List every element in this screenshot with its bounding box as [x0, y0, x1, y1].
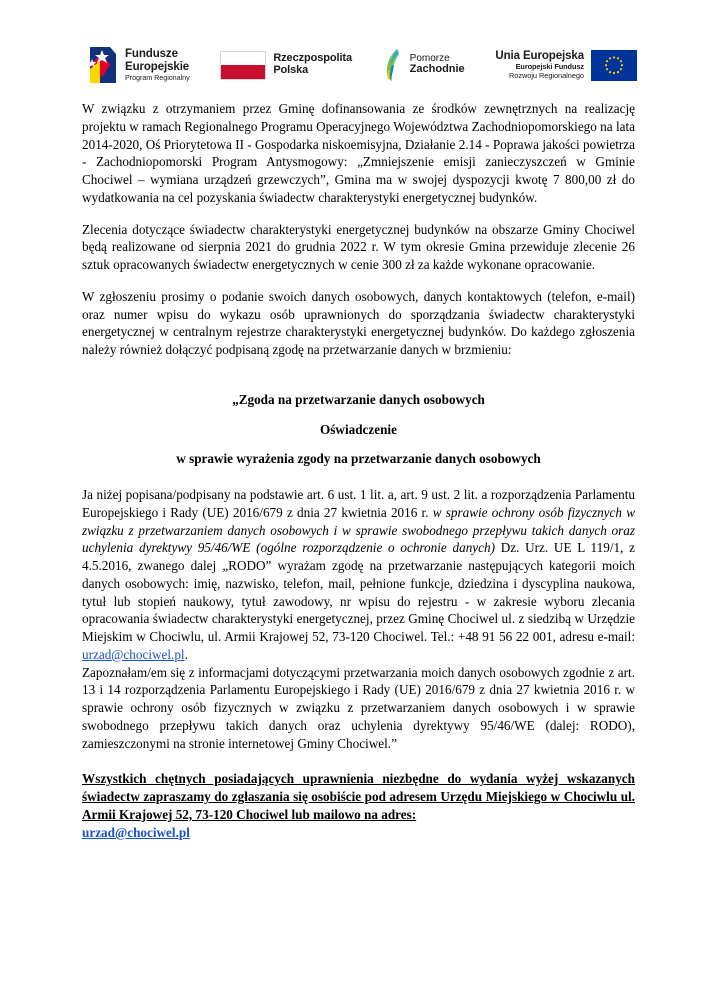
spacer-heading-2: [82, 438, 635, 450]
spacer-before-closing: [82, 752, 635, 770]
consent-heading-subject: w sprawie wyrażenia zgody na przetwarzanie danych osobowych: [176, 451, 541, 467]
closing-email-link[interactable]: urzad@chociwel.pl: [82, 824, 190, 840]
polish-flag-icon: [220, 51, 266, 80]
document-body: [0, 100, 707, 842]
logo-rzeczpospolita-polska: [220, 51, 352, 80]
consent-categories: Dz. Urz. UE L 119/1, z 4.5.2016, zwanego dalej „RODO” wyrażam zgodę na przetwarzanie następujących kategorii moich danych osobowych: imię, nazwisko, telefon, mail, pełnione funkcje, dziedzina i dyscyplina naukowa, tytuł lub stopień naukowy, tytuł zawodowy, nr wpisu do rejestru - w zakresie wyboru zlecania opracowania świadectw charakterystyki energetycznej, przez Gminę Chociwel ul. z siedzibą w Urzędzie Miejskim w Chociwlu, ul. Armii Krajowej 52, 73-120 Chociwel. Tel.: +48 91 56 22 001, adresu e-mail:: [82, 540, 635, 644]
spacer-heading-1: [82, 409, 635, 421]
consent-period: .: [184, 646, 188, 662]
fundusze-europejskie-star-icon: [88, 45, 118, 85]
ue-line3: Rozwoju Regionalnego: [508, 70, 584, 80]
spacer-before-consent: [82, 468, 635, 486]
spacer-before-headings: [82, 373, 635, 391]
consent-heading-declaration: Oświadczenie: [320, 421, 397, 437]
pomorze-zachodnie-label: [410, 54, 465, 76]
paragraph-funding-info: W związku z otrzymaniem przez Gminę dofinansowania ze środków zewnętrznych na realizację projektu w ramach Regionalnego Programu Operacyjnego Województwa Zachodniopomorskiego na lata 2014-2020, Oś Priorytetowa II - Gospodarka niskoemisyjna, Działanie 2.14 - Poprawa jakości powietrza - Zachodniopomorski Program Antysmogowy: „Zmniejszenie emisji zanieczyszczeń w Gminie Chociwel – wymiana urządzeń grzewczych”, Gmina ma w swojej dyspozycji kwotę 7 800,00 zł do wydatkowania na cel pozyskania świadectw charakterystyki energetycznej budynków.: [82, 101, 635, 205]
rzeczpospolita-label: [273, 53, 352, 77]
logo-unia-europejska: [495, 50, 637, 81]
consent-heading-primary: „Zgoda na przetwarzanie danych osobowych: [232, 391, 485, 407]
fe-line2: Europejskie: [125, 60, 190, 73]
pz-line1: Pomorze: [409, 52, 450, 64]
paragraph-order-schedule: Zlecenia dotyczące świadectw charakterystyki energetycznej budynków na obszarze Gminy Chociwel będą realizowane od sierpnia 2021 do grudnia 2022 r. W tym okresie Gmina przewiduje zlecenie 26 sztuk opracowanych świadectw energetycznych w cenie 300 zł za każde wykonane opracowanie.: [82, 221, 635, 272]
unia-europejska-label: [495, 50, 584, 79]
ue-line2: Europejski Fundusz: [515, 61, 584, 71]
rp-line2: Polska: [273, 64, 309, 76]
consent-regulation-title: w sprawie ochrony osób fizycznych w związku z przetwarzaniem danych osobowych i w sprawie swobodnego przepływu takich danych oraz uchylenia dyrektywy 95/46/WE (ogólne rozporządzenie o ochronie danych): [82, 504, 635, 556]
pomorze-zachodnie-leaf-icon: [383, 47, 403, 83]
consent-intro: Ja niżej popisana/podpisany na podstawie art. 6 ust. 1 lit. a, art. 9 ust. 2 lit. a rozporządzenia Parlamentu Europejskiego i Rady (UE) 2016/679 z dnia 27 kwietnia 2016 r.: [82, 487, 635, 520]
consent-acknowledgement: Zapoznałam/em się z informacjami dotyczącymi przetwarzania moich danych osobowych zgodnie z art. 13 i 14 rozporządzenia Parlamentu Europejskiego i Rady (UE) 2016/679 z dnia 27 kwietnia 2016 r. w sprawie ochrony osób fizycznych w związku z przetwarzaniem danych osobowych i w sprawie swobodnego przepływu takich danych oraz uchylenia dyrektywy 95/46/WE (dalej: RODO), zamieszczonymi na stronie internetowej Gminy Chociwel.”: [82, 664, 635, 751]
eu-flag-icon: [591, 50, 637, 81]
closing-invitation: Wszystkich chętnych posiadających uprawnienia niezbędne do wydania wyżej wskazanych świadectw zapraszamy do zgłaszania się osobiście pod adresem Urzędu Miejskiego w Chociwlu ul. Armii Krajowej 52, 73-120 Chociwel lub mailowo na adres:: [82, 771, 635, 822]
fe-line1: Fundusze: [125, 48, 178, 61]
consent-body: [82, 486, 635, 664]
rp-line1: Rzeczpospolita: [273, 52, 352, 65]
logo-fundusze-europejskie: [88, 45, 190, 85]
paragraph-application-requirements: W zgłoszeniu prosimy o podanie swoich danych osobowych, danych kontaktowych (telefon, e-mail) oraz numer wpisu do wykazu osób uprawnionych do sporządzania świadectw charakterystyki energetycznej w centralnym rejestrze charakterystyki energetycznej budynków. Do każdego zgłoszenia należy również dołączyć podpisaną zgodę na przetwarzanie danych w brzmieniu:: [82, 288, 635, 357]
fe-line3: Program Regionalny: [125, 73, 190, 83]
ue-line1: Unia Europejska: [495, 50, 584, 63]
logo-strip: [0, 0, 707, 100]
consent-email-link[interactable]: urzad@chociwel.pl: [82, 646, 185, 662]
logo-pomorze-zachodnie: [383, 47, 465, 83]
pz-line2: Zachodnie: [409, 63, 465, 76]
fundusze-europejskie-label: [125, 48, 190, 82]
